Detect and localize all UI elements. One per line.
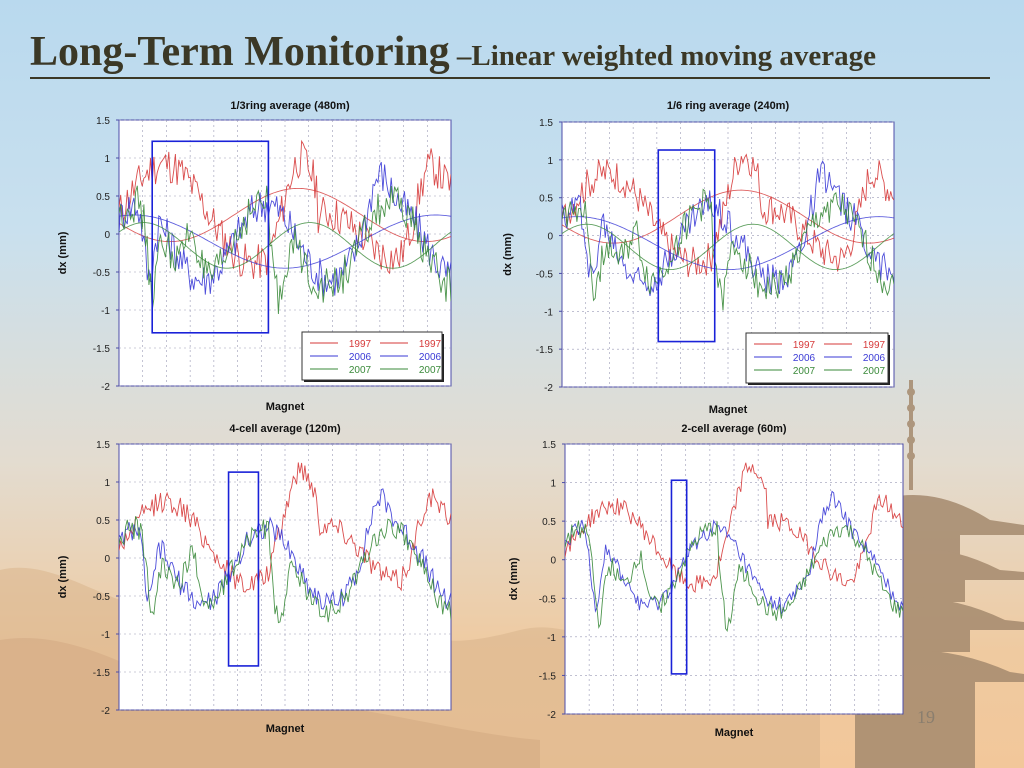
y-tick-label: 0 (547, 231, 553, 243)
y-tick-label: 0.5 (539, 193, 553, 205)
y-tick-label: -1.5 (538, 671, 556, 683)
y-axis-label: dx (mm) (502, 233, 514, 276)
x-axis-label: Magnet (714, 727, 754, 739)
y-tick-label: 0 (104, 230, 110, 241)
y-tick-label: 1 (104, 154, 110, 165)
x-axis-label: Magnet (265, 723, 305, 735)
y-tick-label: -1 (547, 632, 556, 644)
y-tick-label: 1.5 (542, 440, 556, 451)
legend-label: 1997 (792, 340, 816, 351)
y-tick-label: 0.5 (542, 517, 556, 529)
y-tick-label: -1.5 (535, 345, 553, 357)
legend-label: 1997 (418, 339, 442, 350)
y-axis-label: dx (mm) (508, 557, 520, 601)
y-tick-label: 1.5 (96, 116, 110, 127)
legend-label: 2007 (418, 365, 442, 376)
legend-label: 2007 (792, 366, 816, 377)
slide-title-sub: –Linear weighted moving average (449, 40, 876, 72)
y-axis-label: dx (mm) (57, 555, 69, 599)
y-tick-label: -1 (544, 307, 553, 319)
legend-label: 2006 (792, 353, 816, 364)
y-tick-label: 1 (104, 478, 110, 489)
legend-label: 2006 (418, 352, 442, 363)
y-tick-label: 0 (550, 555, 556, 567)
y-axis-label: dx (mm) (57, 231, 69, 275)
y-tick-label: -1 (101, 306, 110, 317)
slide-title-main: Long-Term Monitoring (30, 29, 450, 75)
legend-label: 2006 (348, 352, 372, 363)
y-tick-label: -0.5 (92, 592, 110, 603)
y-tick-label: -1.5 (92, 668, 110, 679)
legend-label: 2006 (862, 353, 886, 364)
legend-label: 2007 (348, 365, 372, 376)
y-tick-label: -1 (101, 630, 110, 641)
y-tick-label: 1 (547, 155, 553, 167)
y-tick-label: -1.5 (92, 344, 110, 355)
y-tick-label: 1.5 (539, 118, 553, 129)
chart-title: 2-cell average (60m) (681, 423, 787, 435)
chart-title: 4-cell average (120m) (229, 423, 341, 435)
chart-title: 1/6 ring average (240m) (666, 100, 790, 112)
y-tick-label: 1 (550, 478, 556, 490)
y-tick-label: -2 (101, 382, 110, 393)
legend-label: 2007 (862, 366, 886, 377)
chart-title: 1/3ring average (480m) (230, 100, 350, 112)
page-number: 19 (917, 707, 935, 727)
y-tick-label: 0.5 (96, 516, 110, 527)
legend-label: 1997 (862, 340, 886, 351)
x-axis-label: Magnet (708, 404, 748, 416)
y-tick-label: -2 (544, 383, 553, 394)
y-tick-label: 0.5 (96, 192, 110, 203)
y-tick-label: -2 (547, 710, 556, 721)
y-tick-label: -0.5 (92, 268, 110, 279)
y-tick-label: -0.5 (535, 269, 553, 281)
y-tick-label: -0.5 (538, 594, 556, 606)
x-axis-label: Magnet (265, 401, 305, 413)
y-tick-label: 0 (104, 554, 110, 565)
y-tick-label: -2 (101, 706, 110, 717)
legend-label: 1997 (348, 339, 372, 350)
y-tick-label: 1.5 (96, 440, 110, 451)
